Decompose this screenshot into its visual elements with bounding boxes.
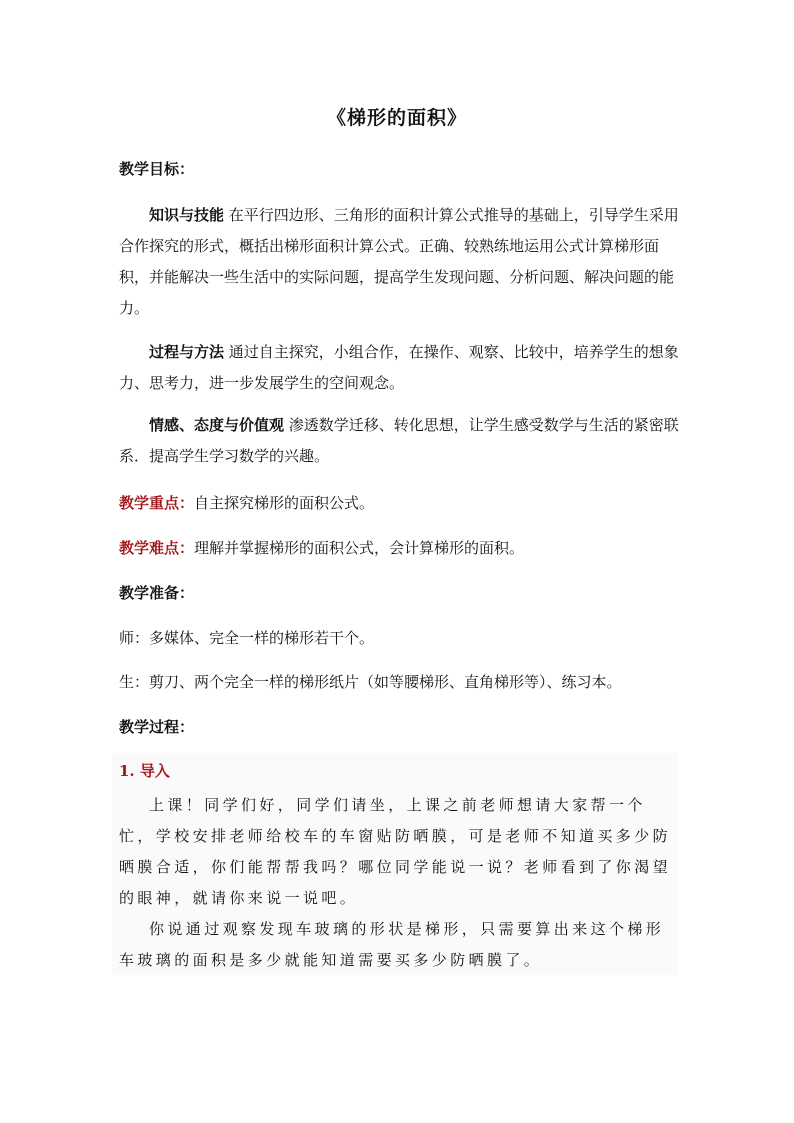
preparation-heading: 教学准备：	[119, 584, 195, 602]
section-1-title: 1. 导入	[119, 762, 170, 780]
process-methods-label: 过程与方法	[149, 343, 225, 361]
knowledge-skills-paragraph	[119, 200, 679, 324]
objectives-heading: 教学目标：	[119, 160, 195, 178]
process-methods-text: 通过自主探究，小组合作，在操作、观察、比较中，培养学生的想象力、思考力，进一步发展学生的空间观念。	[119, 343, 679, 392]
document-title: 《梯形的面积》	[326, 107, 467, 129]
process-heading: 教学过程：	[119, 718, 195, 736]
emotion-values-paragraph	[119, 410, 679, 472]
emotion-values-text: 渗透数学迁移、转化思想，让学生感受数学与生活的紧密联系．提高学生学习数学的兴趣。	[119, 416, 679, 465]
section-1-paragraph-1: 上课！同学们好，同学们请坐，上课之前老师想请大家帮一个忙，学校安排老师给校车的车窗贴防晒膜，可是老师不知道买多少防晒膜合适，你们能帮帮我吗？哪位同学能说一说？老师看到了你渴望的眼神，就请你来说一说吧。	[119, 796, 672, 907]
section-1-paragraph-2: 你说通过观察发现车玻璃的形状是梯形，只需要算出来这个梯形车玻璃的面积是多少就能知道需要买多少防晒膜了。	[119, 920, 665, 969]
emotion-values-label: 情感、态度与价值观	[149, 416, 285, 434]
difficulty-line	[119, 537, 679, 558]
process-methods-paragraph	[119, 337, 679, 399]
key-point-text: 自主探究梯形的面积公式。	[194, 494, 375, 512]
knowledge-skills-text: 在平行四边形、三角形的面积计算公式推导的基础上，引导学生采用合作探究的形式，概括出梯形面积计算公式。正确、较熟练地运用公式计算梯形面积，并能解决一些生活中的实际问题，提高学生发现问题、分析问题、解决问题的能力。	[119, 206, 679, 317]
student-preparation: 生：剪刀、两个完全一样的梯形纸片（如等腰梯形、直角梯形等）、练习本。	[119, 673, 622, 691]
key-point-line	[119, 492, 679, 513]
teacher-preparation: 师：多媒体、完全一样的梯形若干个。	[119, 629, 375, 647]
difficulty-label: 教学难点：	[119, 539, 195, 557]
knowledge-skills-label: 知识与技能	[149, 206, 225, 224]
difficulty-text: 理解并掌握梯形的面积公式，会计算梯形的面积。	[194, 539, 525, 557]
key-point-label: 教学重点：	[119, 494, 195, 512]
